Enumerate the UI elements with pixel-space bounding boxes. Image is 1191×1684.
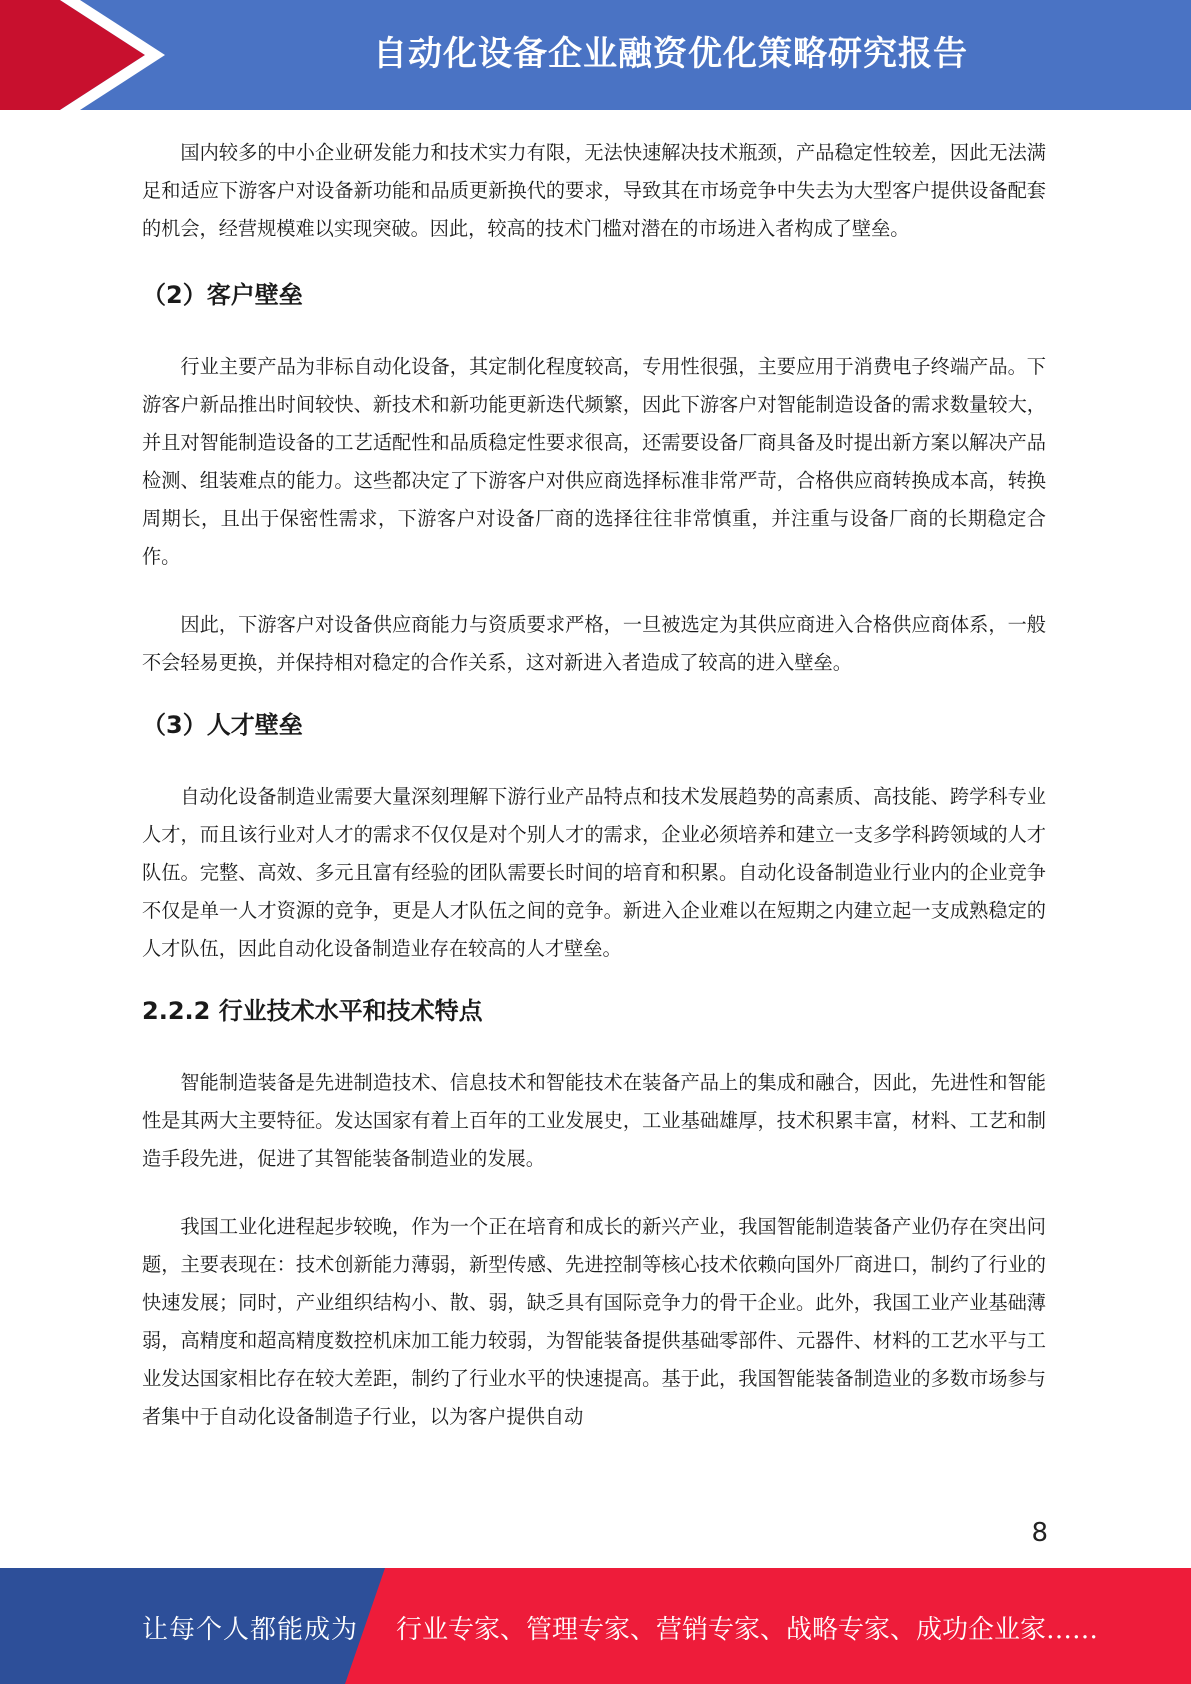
heading-customer-barrier: （2）客户壁垒 — [142, 281, 303, 309]
page-header — [0, 0, 1191, 110]
page-footer — [0, 1568, 1191, 1684]
report-title: 自动化设备企业融资优化策略研究报告 — [373, 34, 968, 74]
footer-slogan-left: 让每个人都能成为 — [142, 1615, 359, 1645]
paragraph-3: 因此，下游客户对设备供应商能力与资质要求严格，一旦被选定为其供应商进入合格供应商体系，一般不会轻易更换，并保持相对稳定的合作关系，这对新进入者造成了较高的进入壁垒。 — [142, 613, 1046, 674]
page-number: 8 — [1031, 1518, 1048, 1548]
heading-talent-barrier: （3）人才壁垒 — [142, 711, 303, 739]
heading-technology-level: 2.2.2 行业技术水平和技术特点 — [142, 997, 483, 1025]
paragraph-2: 行业主要产品为非标自动化设备，其定制化程度较高，专用性很强，主要应用于消费电子终端产品。下游客户新品推出时间较快、新技术和新功能更新迭代频繁，因此下游客户对智能制造设备的需求数量较大，并且对智能制造设备的工艺适配性和品质稳定性要求很高，还需要设备厂商具备及时提出新方案以解决产品检测、组装难点的能力。这些都决定了下游客户对供应商选择标准非常严苛，合格供应商转换成本高，转换周期长，且出于保密性需求，下游客户对设备厂商的选择往往非常慎重，并注重与设备厂商的长期稳定合作。 — [142, 355, 1046, 568]
paragraph-5: 智能制造装备是先进制造技术、信息技术和智能技术在装备产品上的集成和融合，因此，先进性和智能性是其两大主要特征。发达国家有着上百年的工业发展史，工业基础雄厚，技术积累丰富，材料、工艺和制造手段先进，促进了其智能装备制造业的发展。 — [142, 1071, 1046, 1170]
main-content — [142, 134, 1046, 1436]
paragraph-6: 我国工业化进程起步较晚，作为一个正在培育和成长的新兴产业，我国智能制造装备产业仍存在突出问题，主要表现在：技术创新能力薄弱，新型传感、先进控制等核心技术依赖向国外厂商进口，制约了行业的快速发展；同时，产业组织结构小、散、弱，缺乏具有国际竞争力的骨干企业。此外，我国工业产业基础薄弱，高精度和超高精度数控机床加工能力较弱，为智能装备提供基础零部件、元器件、材料的工艺水平与工业发达国家相比存在较大差距，制约了行业水平的快速提高。基于此，我国智能装备制造业的多数市场参与者集中于自动化设备制造子行业，以为客户提供自动 — [142, 1215, 1046, 1428]
paragraph-1: 国内较多的中小企业研发能力和技术实力有限，无法快速解决技术瓶颈，产品稳定性较差，因此无法满足和适应下游客户对设备新功能和品质更新换代的要求，导致其在市场竞争中失去为大型客户提供设备配套的机会，经营规模难以实现突破。因此，较高的技术门槛对潜在的市场进入者构成了壁垒。 — [142, 141, 1046, 240]
paragraph-4: 自动化设备制造业需要大量深刻理解下游行业产品特点和技术发展趋势的高素质、高技能、跨学科专业人才，而且该行业对人才的需求不仅仅是对个别人才的需求，企业必须培养和建立一支多学科跨领域的人才队伍。完整、高效、多元且富有经验的团队需要长时间的培育和积累。自动化设备制造业行业内的企业竞争不仅是单一人才资源的竞争，更是人才队伍之间的竞争。新进入企业难以在短期之内建立起一支成熟稳定的人才队伍，因此自动化设备制造业存在较高的人才壁垒。 — [142, 785, 1046, 960]
footer-slogan-right: 行业专家、管理专家、营销专家、战略专家、成功企业家…… — [396, 1615, 1099, 1645]
